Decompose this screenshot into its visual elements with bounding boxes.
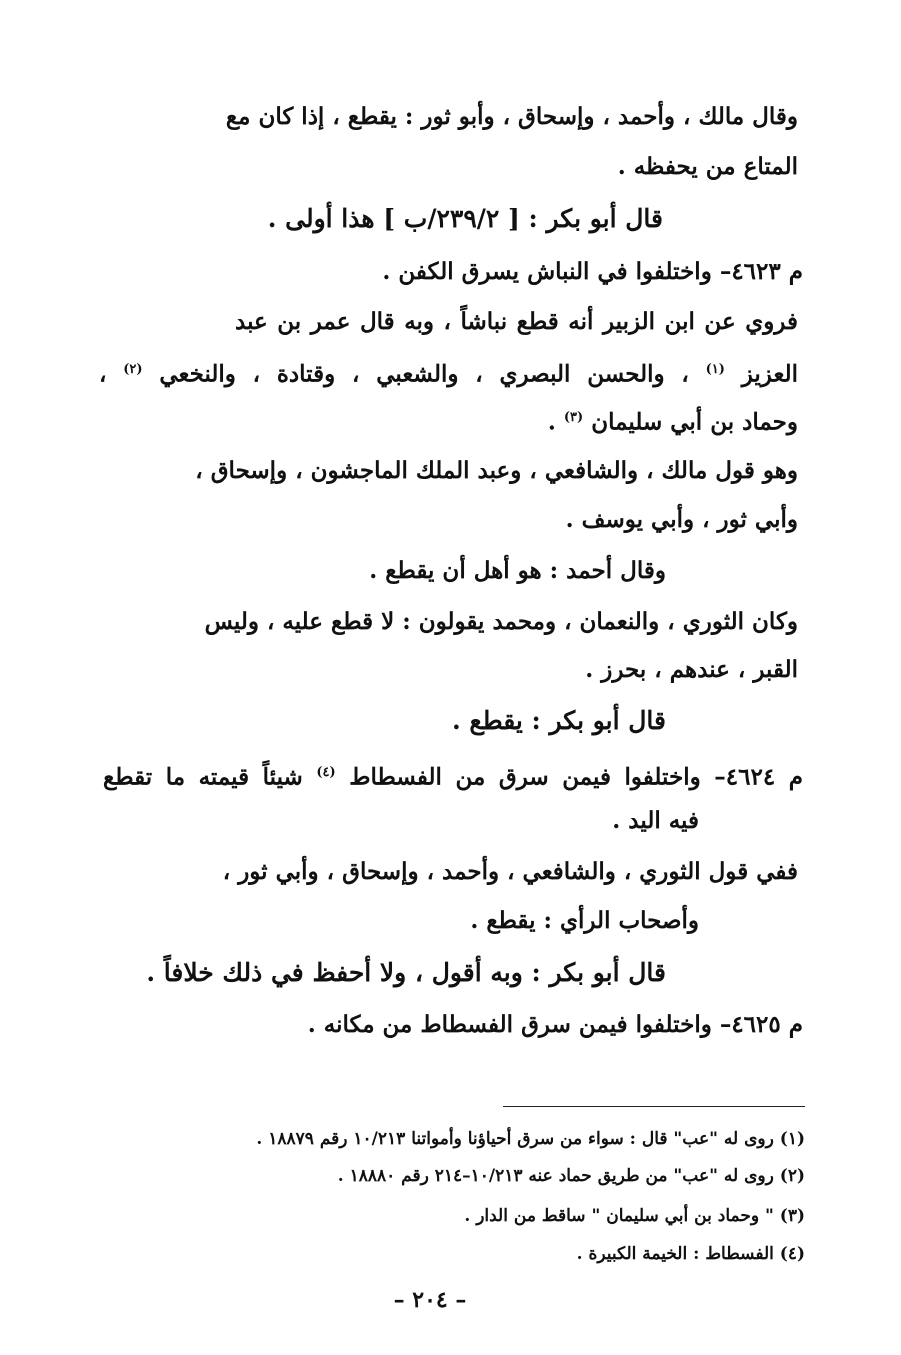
- footnote-number: (٣): [779, 1206, 805, 1226]
- footnote-number: (٢): [779, 1166, 805, 1186]
- footnote-4: [577, 1242, 805, 1266]
- footnote-text: الفسطاط : الخيمة الكبيرة .: [576, 1244, 774, 1264]
- text-fragment: .: [547, 408, 556, 436]
- issue-text: واختلفوا في النباش يسرق الكفن .: [382, 258, 712, 285]
- footnote-ref-4[interactable]: (٤): [316, 765, 336, 780]
- text-line: [99, 355, 798, 390]
- heading-abu-bakr: قال أبو بكر : يقطع .: [452, 706, 666, 735]
- text-fragment: العزيز: [741, 360, 798, 388]
- issue-number: م ٤٦٢٥–: [719, 1011, 803, 1038]
- issue-text: شيئاً قيمته ما تقطع: [103, 763, 303, 791]
- text-line: [548, 403, 798, 438]
- footnote-ref-3[interactable]: (٣): [563, 410, 584, 425]
- text-line: وقال مالك ، وأحمد ، وإسحاق ، وأبو ثور : يقطع ، إذا كان مع: [225, 103, 798, 130]
- issue-line: [382, 257, 803, 287]
- footnote-text: روى له "عب" من طريق حماد عنه ١٠/٢١٣–٢١٤ رقم ١٨٨٨٠ .: [337, 1166, 774, 1186]
- footnote-divider: [503, 1106, 805, 1107]
- heading-abu-bakr: قال أبو بكر : وبه أقول ، ولا أحفظ في ذلك خلافاً .: [146, 958, 666, 987]
- footnote-ref-2[interactable]: (٢): [123, 362, 143, 377]
- issue-number: م ٤٦٢٣–: [719, 258, 803, 285]
- text-line: وهو قول مالك ، والشافعي ، وعبد الملك الماجشون ، وإسحاق ،: [195, 457, 798, 484]
- text-line: وقال أحمد : هو أهل أن يقطع .: [369, 557, 666, 584]
- issue-line: [103, 758, 803, 793]
- footnote-3: [464, 1204, 805, 1228]
- heading-abu-bakr: قال أبو بكر : [ ٢٣٩/٢/ب ] هذا أولى .: [267, 204, 663, 233]
- text-line: وأصحاب الرأي : يقطع .: [470, 907, 699, 934]
- footnote-text: روى له "عب" قال : سواء من سرق أحياؤنا وأمواتنا ١٠/٢١٣ رقم ١٨٨٧٩ .: [256, 1129, 774, 1149]
- issue-text: واختلفوا فيمن سرق الفسطاط من مكانه .: [307, 1011, 712, 1038]
- text-line: المتاع من يحفظه .: [617, 153, 798, 180]
- issue-line: [308, 1010, 803, 1040]
- page-number: – ٢٠٤ –: [393, 1287, 467, 1313]
- text-fragment: وحماد بن أبي سليمان: [591, 408, 798, 436]
- text-line: القبر ، عندهم ، بحرز .: [585, 656, 798, 683]
- text-line: فروي عن ابن الزبير أنه قطع نباشاً ، وبه قال عمر بن عبد: [235, 308, 798, 335]
- text-fragment: ،: [99, 360, 107, 388]
- text-line: وأبي ثور ، وأبي يوسف .: [565, 506, 798, 533]
- footnote-number: (١): [779, 1129, 805, 1149]
- footnote-number: (٤): [779, 1244, 805, 1264]
- text-line: فيه اليد .: [612, 807, 699, 834]
- text-line: ففي قول الثوري ، والشافعي ، وأحمد ، وإسحاق ، وأبي ثور ،: [222, 858, 798, 885]
- text-line: وكان الثوري ، والنعمان ، ومحمد يقولون : لا قطع عليه ، وليس: [204, 608, 798, 635]
- issue-text: واختلفوا فيمن سرق من الفسطاط: [349, 763, 701, 791]
- footnote-text: " وحماد بن أبي سليمان " ساقط من الدار .: [464, 1206, 774, 1226]
- text-fragment: ، والحسن البصري ، والشعبي ، وقتادة ، والنخعي: [159, 360, 689, 388]
- footnote-1: [256, 1127, 805, 1151]
- footnote-2: [338, 1164, 805, 1188]
- footnote-ref-1[interactable]: (١): [705, 362, 725, 377]
- issue-number: م ٤٦٢٤–: [714, 763, 803, 791]
